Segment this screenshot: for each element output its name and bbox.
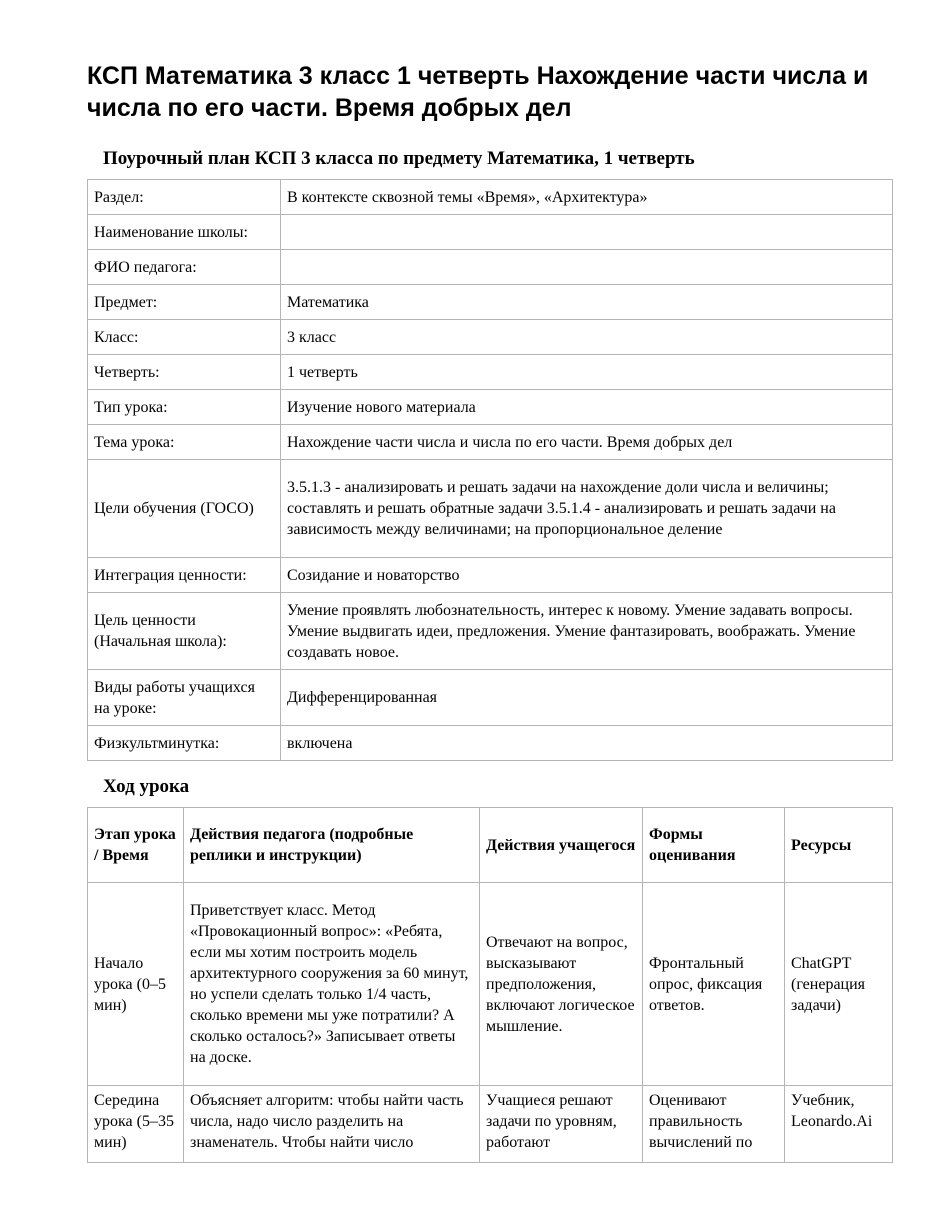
cell-resources: ChatGPT (генерация задачи) — [785, 883, 893, 1086]
info-label: Физкультминутка: — [88, 726, 281, 761]
info-row-subject — [88, 285, 893, 320]
info-label: Четверть: — [88, 355, 281, 390]
info-label: Цели обучения (ГОСО) — [88, 460, 281, 558]
header-teacher-actions: Действия педагога (подробные реплики и инструкции) — [184, 808, 480, 883]
course-row-middle — [88, 1086, 893, 1163]
lesson-info-table — [87, 179, 893, 761]
info-label: Класс: — [88, 320, 281, 355]
info-value: Дифференцированная — [281, 670, 893, 726]
info-label: Виды работы учащихся на уроке: — [88, 670, 281, 726]
info-row-value-goal — [88, 593, 893, 670]
info-value: Нахождение части числа и числа по его части. Время добрых дел — [281, 425, 893, 460]
info-row-section — [88, 180, 893, 215]
info-row-school — [88, 215, 893, 250]
info-row-work-types — [88, 670, 893, 726]
cell-student-actions: Отвечают на вопрос, высказывают предположения, включают логическое мышление. — [480, 883, 643, 1086]
info-row-quarter — [88, 355, 893, 390]
info-label: Интеграция ценности: — [88, 558, 281, 593]
info-label: Наименование школы: — [88, 215, 281, 250]
cell-assessment: Оценивают правильность вычислений по — [643, 1086, 785, 1163]
info-value: 1 четверть — [281, 355, 893, 390]
info-value — [281, 250, 893, 285]
info-value: В контексте сквозной темы «Время», «Архитектура» — [281, 180, 893, 215]
course-row-start — [88, 883, 893, 1086]
info-label: Раздел: — [88, 180, 281, 215]
info-value: 3.5.1.3 - анализировать и решать задачи на нахождение доли числа и величины; составлять и решать обратные задачи 3.5.1.4 - анализировать и решать задачи на зависимость между величинами; на пропорциональное деление — [281, 460, 893, 558]
info-label: Тип урока: — [88, 390, 281, 425]
info-row-goals — [88, 460, 893, 558]
header-student-actions: Действия учащегося — [480, 808, 643, 883]
info-label: Предмет: — [88, 285, 281, 320]
lesson-course-table — [87, 807, 893, 1163]
info-value: Созидание и новаторство — [281, 558, 893, 593]
info-label: Тема урока: — [88, 425, 281, 460]
info-row-teacher — [88, 250, 893, 285]
plan-heading: Поурочный план КСП 3 класса по предмету Математика, 1 четверть — [103, 148, 695, 169]
info-row-value-integration — [88, 558, 893, 593]
info-label: Цель ценности (Начальная школа): — [88, 593, 281, 670]
cell-resources: Учебник, Leonardo.Ai — [785, 1086, 893, 1163]
info-value: Умение проявлять любознательность, интерес к новому. Умение задавать вопросы. Умение выдвигать идеи, предложения. Умение фантазировать, воображать. Умение создавать новое. — [281, 593, 893, 670]
course-header-row — [88, 808, 893, 883]
info-value: включена — [281, 726, 893, 761]
cell-assessment: Фронтальный опрос, фиксация ответов. — [643, 883, 785, 1086]
course-heading: Ход урока — [103, 776, 190, 797]
header-stage: Этап урока / Время — [88, 808, 184, 883]
cell-student-actions: Учащиеся решают задачи по уровням, работают — [480, 1086, 643, 1163]
header-resources: Ресурсы — [785, 808, 893, 883]
info-label: ФИО педагога: — [88, 250, 281, 285]
info-value: Математика — [281, 285, 893, 320]
info-value: Изучение нового материала — [281, 390, 893, 425]
cell-teacher-actions: Приветствует класс. Метод «Провокационный вопрос»: «Ребята, если мы хотим построить модель архитектурного сооружения за 60 минут, но успели сделать только 1/4 часть, сколько времени мы уже потратили? А сколько осталось?» Записывает ответы на доске. — [184, 883, 480, 1086]
info-value: 3 класс — [281, 320, 893, 355]
page-title: КСП Математика 3 класс 1 четверть Нахождение части числа и числа по его части. Время добрых дел — [87, 62, 869, 122]
info-row-exercise-break — [88, 726, 893, 761]
info-row-lesson-type — [88, 390, 893, 425]
info-value — [281, 215, 893, 250]
cell-stage: Середина урока (5–35 мин) — [88, 1086, 184, 1163]
cell-teacher-actions: Объясняет алгоритм: чтобы найти часть числа, надо число разделить на знаменатель. Чтобы найти число — [184, 1086, 480, 1163]
info-row-grade — [88, 320, 893, 355]
header-assessment: Формы оценивания — [643, 808, 785, 883]
cell-stage: Начало урока (0–5 мин) — [88, 883, 184, 1086]
info-row-topic — [88, 425, 893, 460]
